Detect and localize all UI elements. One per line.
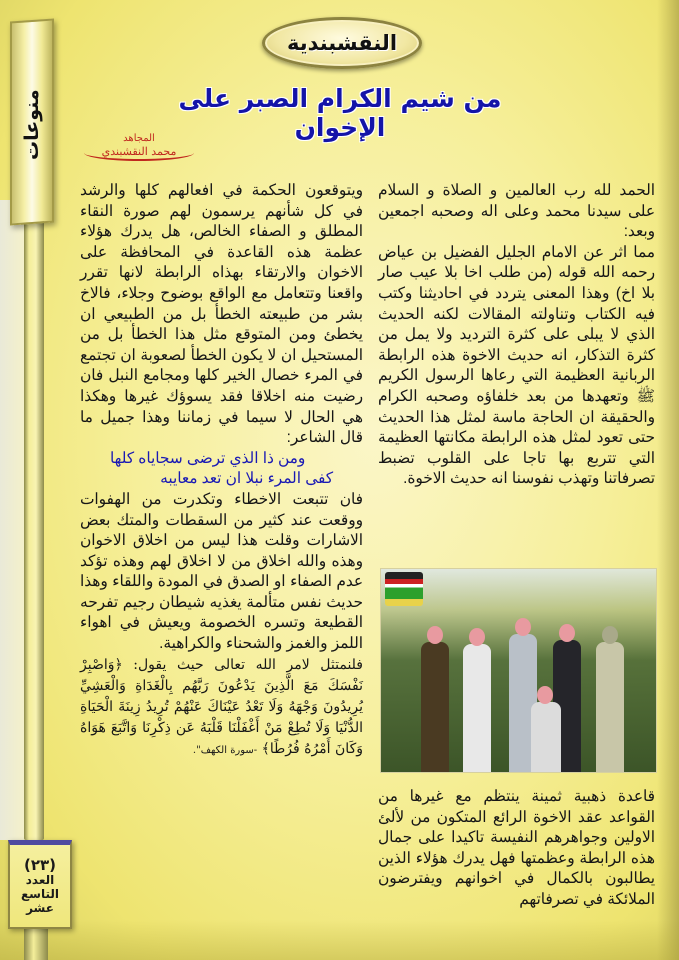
section-tab-label: منوعات <box>21 89 43 161</box>
paragraph: قاعدة ذهبية ثمينة ينتظم مع غيرها من القواعد عقد الاخوة الرائع المتكون من لألئ الاولين وجواهرهم النفيسة تاكيدا على جمال هذه الرابطة وعظمتها فهل يدرك هؤلاء الذين يطالبون بالكمال في اخوانهم ويفترضون الملائكة في تصرفاتهم <box>378 788 655 908</box>
paragraph: مما اثر عن الامام الجليل الفضيل بن عياض رحمه الله قوله (من طلب اخا بلا عيب صار بلا اخ) وهذا المعنى يتردد في احاديثنا وكتب فيه الكتاب وتناولته المقالات لكنه الحديث الذي لا يبلى على كثرة الترديد ولا يمل من كثرة التذكار، انه حديث الاخوة هذه الرابطة الربانية العظيمة التي رعاها الرسول الكريم ﷺ وتعهدها من بعد خلفاؤه وصحبه الكرام والحقيقة ان الحاجة ماسة لمثل هذا الحديث حتى تعود لمثل هذه الرابطة مكانتها العظيمة التي تتربع بها تاجا على القلوب تضبط تصرفاتنا وتهذب نفوسنا انه حديث الاخوة. <box>378 243 655 488</box>
quran-quote <box>80 655 363 761</box>
bottom-edge-shadow <box>0 920 679 960</box>
issue-badge <box>8 840 72 929</box>
photo-figure <box>531 702 561 772</box>
author-title: المجاهد <box>123 133 155 144</box>
issue-label: عشر <box>26 900 54 915</box>
photo-figure <box>596 642 624 772</box>
article-title: من شيم الكرام الصبر على الإخوان <box>178 84 502 142</box>
author-name: محمد النقشبندي <box>84 145 194 161</box>
issue-label: العدد <box>25 872 55 887</box>
left-rail <box>24 215 44 840</box>
article-photo <box>380 568 657 773</box>
quran-verse: ﴿وَاصْبِرْ نَفْسَكَ مَعَ الَّذِينَ يَدْعُونَ رَبَّهُم بِالْغَدَاةِ وَالْعَشِيِّ يُرِيدُونَ وَجْهَهُ وَلَا تَعْدُ عَيْنَاكَ عَنْهُمْ تُرِيدُ زِينَةَ الْحَيَاةِ الدُّنْيَا وَلَا تُطِعْ مَنْ أَغْفَلْنَا قَلْبَهُ عَن ذِكْرِنَا وَاتَّبَعَ هَوَاهُ وَكَانَ أَمْرُهُ فُرُطًا﴾ <box>80 656 363 757</box>
paragraph: فان تتبعت الاخطاء وتكدرت من الهفوات ووقعت عند كثير من السقطات والمتك بعض الاشارات وقلت هذا ليس من اخلاق الاخوان وهذه والله اخلاق من لا اخلاق لهم وهذه تؤكد عدم الصفاء او الصدق في المودة واللقاء وهذا حديث نفس متألمة يغذيه شيطان رجيم تفرحه القطيعة وتسره الخصومة ويعيش في اهواء اللمز والغمز والشحناء والكراهية. <box>80 490 363 653</box>
sura-reference: -سورة الكهف". <box>192 744 258 756</box>
right-column-top <box>378 181 655 490</box>
right-column-bottom <box>378 787 655 911</box>
flag-logo-icon <box>385 572 423 606</box>
paragraph: ويتوقعون الحكمة في افعالهم كلها والرشد في كل شأنهم يرسمون لهم صورة النقاء المطلق و الصفاء الخالص، هل يدرك هؤلاء عظمة هذه القاعدة في المحافظة على الاخوان والارتقاء بهذاه الرابطة لانها تقرر واقعنا وتتعامل مع الواقع بوضوح وجلاء، فالاخ بشر من طبيعته الخطأ بل من الطبيعي ان يخطئ ومن المتوقع مثل هذا الخطأ بل من المستحيل ان لا يكون الخطأ لصعوبة ان تجتمع في المرء خصال الخير كلها ومجامع النبل فان رضيت منه اخلاقا فقد يسوؤك غيرها وهكذا هي الحال لا سيما في زماننا وهذا جميل ما قال الشاعر: <box>80 182 363 447</box>
issue-number: (٢٣) <box>23 855 57 874</box>
issue-stem <box>24 924 48 960</box>
issue-label: التاسع <box>20 886 60 901</box>
left-column <box>80 181 363 761</box>
magazine-name: النقشبندية <box>286 31 398 55</box>
photo-figure <box>463 644 491 772</box>
photo-figure <box>421 642 449 772</box>
magazine-logo <box>262 17 422 69</box>
paragraph: الحمد لله رب العالمين و الصلاة و السلام على سيدنا محمد وعلى اله وصحبه اجمعين وبعد: <box>378 182 655 241</box>
poem-line: ومن ذا الذي ترضى سجاياه كلها <box>110 449 306 467</box>
poem-line: كفى المرء نبلا ان تعد معايبه <box>160 470 333 488</box>
author-byline <box>84 133 194 161</box>
right-edge-shadow <box>657 0 679 960</box>
quran-intro: فلنمتثل لامر الله تعالى حيث يقول: <box>133 656 364 673</box>
